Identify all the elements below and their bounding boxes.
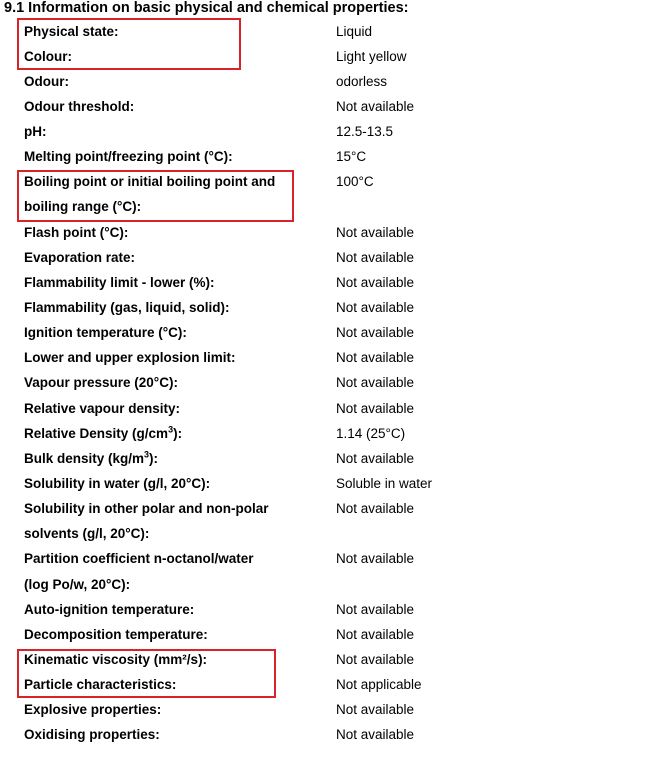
property-label: Colour:: [24, 49, 72, 64]
property-row-bulk-density: [0, 446, 672, 471]
property-row-partition-coefficient: [0, 546, 672, 596]
section-heading: 9.1 Information on basic physical and chemical properties:: [4, 0, 409, 16]
property-value: Not available: [336, 225, 415, 240]
property-value: Not available: [336, 627, 415, 642]
property-row-vapour-pressure: [0, 370, 672, 395]
property-value: Not available: [336, 551, 415, 566]
property-value: odorless: [336, 74, 388, 89]
property-label: Bulk density $(kg/m^3)$:: [24, 449, 159, 466]
property-row-flammability: [0, 295, 672, 320]
property-row-auto-ignition: [0, 597, 672, 622]
property-value: Not available: [336, 727, 415, 742]
property-label: Ignition temperature (°C):: [24, 325, 187, 340]
property-label: Explosive properties:: [24, 702, 162, 717]
property-value: 15°C: [336, 149, 367, 164]
property-value: Not available: [336, 99, 415, 114]
property-row-flash-point: [0, 220, 672, 245]
property-row-colour: [0, 44, 672, 69]
property-label: Decomposition temperature:: [24, 627, 208, 642]
property-row-solubility-water: [0, 471, 672, 496]
property-value: Not available: [336, 300, 415, 315]
property-row-decomposition: [0, 622, 672, 647]
property-label: Solubility in other polar and non-polar: [24, 501, 269, 516]
property-value: 12.5-13.5: [336, 124, 394, 139]
property-row-odour: [0, 69, 672, 94]
property-row-flammability-limit: [0, 270, 672, 295]
property-label: Odour threshold:: [24, 99, 135, 114]
property-value: Not applicable: [336, 677, 422, 692]
property-row-relative-vapour-density: [0, 396, 672, 421]
property-row-explosive-properties: [0, 697, 672, 722]
property-label: Flammability (gas, liquid, solid):: [24, 300, 230, 315]
property-row-boiling-point: [0, 169, 672, 219]
property-row-oxidising-properties: [0, 722, 672, 747]
property-value: Soluble in water: [336, 476, 433, 491]
property-value: Light yellow: [336, 49, 407, 64]
property-label: Melting point/freezing point (°C):: [24, 149, 233, 164]
property-label: Evaporation rate:: [24, 250, 136, 265]
property-label: Boiling point or initial boiling point and: [24, 174, 276, 189]
property-label: Partition coefficient n-octanol/water: [24, 551, 254, 566]
property-value: Not available: [336, 250, 415, 265]
property-row-odour-threshold: [0, 94, 672, 119]
property-label: Particle characteristics:: [24, 677, 177, 692]
property-label-continued: (log Po/w, 20°C):: [24, 577, 131, 592]
property-value: Not available: [336, 702, 415, 717]
property-row-melting-point: [0, 144, 672, 169]
property-label: pH:: [24, 124, 47, 139]
property-value: Not available: [336, 350, 415, 365]
property-label: Kinematic viscosity (mm²/s):: [24, 652, 208, 667]
property-value: 100°C: [336, 174, 374, 189]
property-row-ignition-temperature: [0, 320, 672, 345]
property-label: Flash point (°C):: [24, 225, 129, 240]
property-row-evaporation-rate: [0, 245, 672, 270]
property-row-explosion-limit: [0, 345, 672, 370]
property-value: Not available: [336, 652, 415, 667]
property-label: Flammability limit - lower (%):: [24, 275, 215, 290]
property-value: Not available: [336, 375, 415, 390]
property-value: Not available: [336, 501, 415, 516]
property-value: Not available: [336, 275, 415, 290]
property-label: Solubility in water (g/l, 20°C):: [24, 476, 211, 491]
property-row-kinematic-viscosity: [0, 647, 672, 672]
property-row-physical-state: [0, 19, 672, 44]
property-row-particle-characteristics: [0, 672, 672, 697]
property-value: Liquid: [336, 24, 373, 39]
property-value: Not available: [336, 451, 415, 466]
property-label: Lower and upper explosion limit:: [24, 350, 236, 365]
property-label: Relative Density $(g/cm^3)$:: [24, 424, 183, 441]
property-label: Odour:: [24, 74, 69, 89]
property-label-continued: boiling range (°C):: [24, 199, 142, 214]
property-label: Vapour pressure (20°C):: [24, 375, 178, 390]
property-value: Not available: [336, 401, 415, 416]
property-row-relative-density: [0, 421, 672, 446]
property-value: Not available: [336, 325, 415, 340]
property-label: Physical state:: [24, 24, 119, 39]
property-row-solubility-solvents: [0, 496, 672, 546]
property-label: Auto-ignition temperature:: [24, 602, 195, 617]
property-value: Not available: [336, 602, 415, 617]
property-label-continued: solvents (g/l, 20°C):: [24, 526, 150, 541]
property-label: Relative vapour density:: [24, 401, 181, 416]
property-label: Oxidising properties:: [24, 727, 160, 742]
property-row-ph: [0, 119, 672, 144]
property-value: 1.14 (25°C): [336, 426, 406, 441]
